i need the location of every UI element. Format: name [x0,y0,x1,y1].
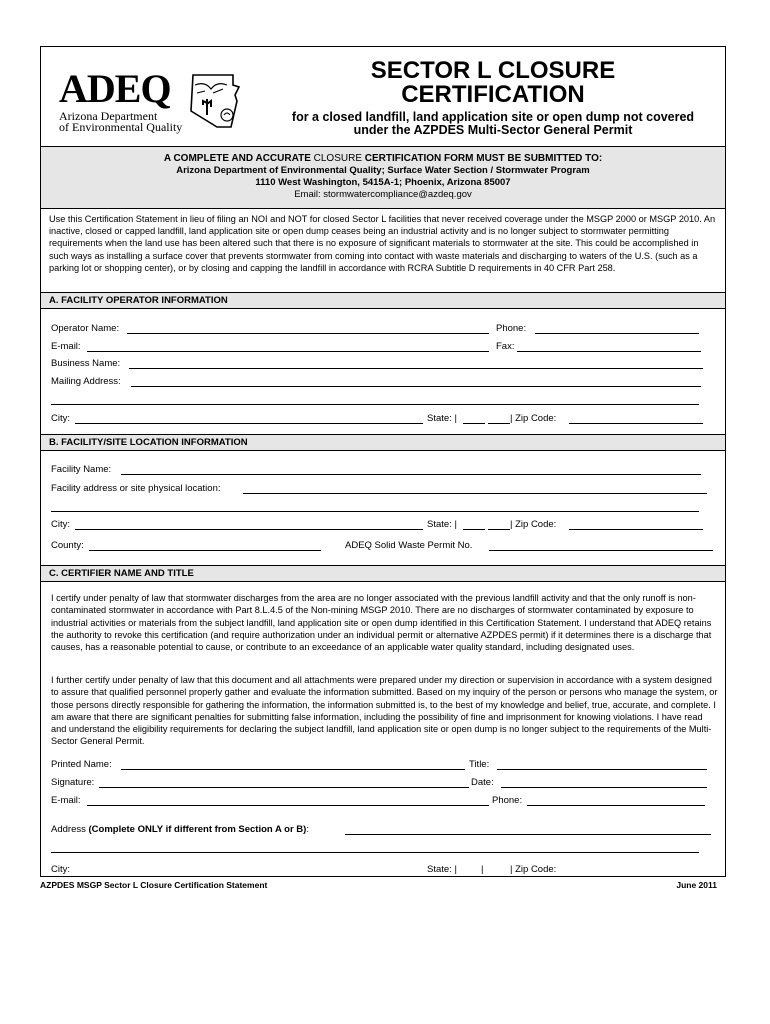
certifier-address-field[interactable] [345,834,711,835]
facility-city-field[interactable] [75,529,423,530]
certification-paragraph-1: I certify under penalty of law that stormwater discharges from the area are no longer associated with the previous landfill activity and that the only runoff is non-contaminated stormwater in accordance with Part 8.L.4.5 of the Non-mining MSGP 2010. There are no discharges of stormwater contaminated by exposure to industrial activities or materials from the subject landfill, land application site or open dump identified in this Certification Statement. I understand that ADEQ retains the authority to revoke this certification (and require authorization under an individual permit or alternative AZPDES permit) if it determines there is a discharge that causes, has a reasonable potential to cause, or contribute to an exceedance of an applicable water quality standard, including designated uses. [51,593,712,653]
certifier-title-field[interactable] [497,769,707,770]
city-field[interactable] [75,423,423,424]
state-field-2[interactable] [488,423,510,424]
certifier-state-label: State: | [427,864,457,875]
intro-text: Use this Certification Statement in lieu of filing an NOI and NOT for closed Sector L facilities that never received coverage under the MSGP 2000 or MSGP 2010. An inactive, closed or capped landfill, land application site or open dump ceases being an industrial activity and is no longer subject to stormwater permitting requirements when the land use has been altered such that there is no exposure of significant materials to stormwater at the site. This could be accomplished in such ways as installing a surface cover that prevents stormwater from coming into contact with waste materials and discharging to waters of the U.S. (such as a parking lot or shopping center), or by closing and capping the landfill in accordance with RCRA Subtitle D requirements in 40 CFR Part 258. [49,214,716,273]
business-name-field[interactable] [129,368,703,369]
printed-name-field[interactable] [121,769,465,770]
footer-document-title: AZPDES MSGP Sector L Closure Certification Statement [40,880,268,890]
form-title: SECTOR L CLOSURE CERTIFICATION [370,57,616,108]
facility-state-field[interactable] [463,529,485,530]
certifier-address-field-2[interactable] [51,852,699,853]
date-field[interactable] [501,787,707,788]
business-name-label: Business Name: [51,358,121,369]
operator-fax-label: Fax: [496,341,515,352]
certification-paragraph-2: I further certify under penalty of law that this document and all attachments were prepared under my direction or supervision in accordance with a system designed to assure that qualified personnel properly gather and evaluate the information submitted. Based on my inquiry of the person or persons who manage the system, or those persons directly responsible for gathering the information, the information submitted is, to the best of my knowledge and belief, true, accurate, and complete. I am aware that there are significant penalties for submitting false information, including the possibility of fine and imprisonment for knowing violations. I have read and understand the eligibility requirements for declaring the subject landfill, land application site or open dump is no longer subject to the requirements of the Multi-Sector General Permit. [51,675,718,747]
submit-address: 1110 West Washington, 5415A-1; Phoenix, Arizona 85007 [255,177,511,188]
mailing-address-field-2[interactable] [51,404,699,405]
certifier-city-label: City: [51,864,70,875]
state-field[interactable] [463,423,485,424]
certifier-address-label: Address (Complete ONLY if different from Section A or B): [51,824,309,835]
operator-name-label: Operator Name: [51,323,120,334]
state-label: State: | [427,413,457,424]
facility-address-label: Facility address or site physical location: [51,483,221,494]
permit-number-label: ADEQ Solid Waste Permit No. [345,540,473,551]
facility-name-label: Facility Name: [51,464,112,475]
facility-state-label: State: | [427,519,457,530]
certifier-email-field[interactable] [87,805,489,806]
permit-number-field[interactable] [489,550,713,551]
arizona-state-icon [187,71,243,129]
facility-address-field[interactable] [243,493,707,494]
footer-date: June 2011 [676,880,717,890]
section-a-heading: A. FACILITY OPERATOR INFORMATION [41,292,725,309]
section-c-heading: C. CERTIFIER NAME AND TITLE [41,565,725,582]
facility-address-field-2[interactable] [51,511,699,512]
certifier-phone-label: Phone: [492,795,523,806]
operator-fax-field[interactable] [517,351,701,352]
printed-name-label: Printed Name: [51,759,112,770]
signature-label: Signature: [51,777,95,788]
city-label: City: [51,413,70,424]
mailing-address-field[interactable] [131,386,701,387]
form-header [41,47,725,147]
operator-phone-field[interactable] [535,333,699,334]
submit-email: Email: stormwatercompliance@azdeq.gov [294,189,472,200]
submit-heading: A COMPLETE AND ACCURATE CLOSURE CERTIFICATION FORM MUST BE SUBMITTED TO: [163,153,603,164]
certifier-email-label: E-mail: [51,795,81,806]
facility-name-field[interactable] [121,474,701,475]
submit-agency: Arizona Department of Environmental Quality; Surface Water Section / Stormwater Program [176,165,590,176]
mailing-address-label: Mailing Address: [51,376,121,387]
form-subtitle: for a closed landfill, land application site or open dump not covered under the AZPDES Multi-Sector General Permit [291,110,695,137]
signature-field[interactable] [99,787,469,788]
zip-label: | Zip Code: [510,413,557,424]
certification-form [40,46,726,877]
operator-email-label: E-mail: [51,341,81,352]
logo-wordmark: ADEQ [59,66,171,111]
facility-zip-label: | Zip Code: [510,519,557,530]
logo-subtitle: Arizona Department of Environmental Quality [59,109,183,134]
certifier-title-label: Title: [469,759,490,770]
certifier-phone-field[interactable] [527,805,705,806]
facility-city-label: City: [51,519,70,530]
county-field[interactable] [89,550,321,551]
adeq-logo [59,66,259,135]
state-divider: | [481,864,484,875]
certifier-zip-label: | Zip Code: [510,864,557,875]
zip-field[interactable] [569,423,703,424]
facility-state-field-2[interactable] [488,529,510,530]
operator-email-field[interactable] [87,351,489,352]
facility-zip-field[interactable] [569,529,703,530]
county-label: County: [51,540,84,551]
submission-instructions [41,147,725,209]
section-b-heading: B. FACILITY/SITE LOCATION INFORMATION [41,434,725,451]
operator-phone-label: Phone: [496,323,527,334]
date-label: Date: [471,777,494,788]
operator-name-field[interactable] [127,333,489,334]
